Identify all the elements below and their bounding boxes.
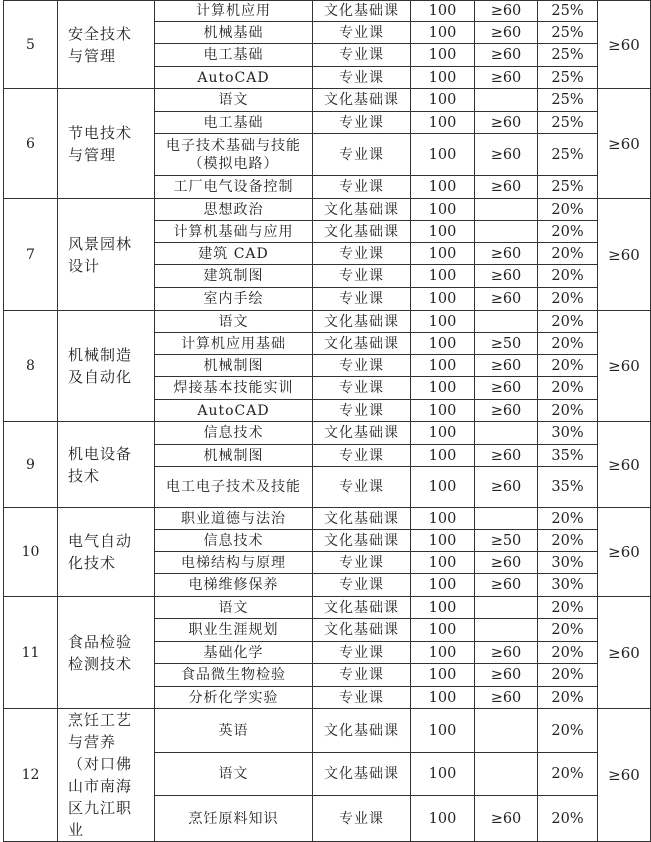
course-name: 建筑 CAD: [155, 243, 313, 265]
pass-score: ≥60: [475, 22, 538, 44]
course-name: 职业道德与法治: [155, 508, 313, 530]
course-type: 文化基础课: [313, 1, 411, 22]
pass-score: ≥60: [475, 355, 538, 377]
row-number: 5: [4, 1, 58, 89]
course-type: 专业课: [313, 445, 411, 467]
row-number: 6: [4, 89, 58, 199]
weight: 35%: [538, 467, 598, 508]
course-name: 建筑制图: [155, 265, 313, 288]
weight: 20%: [538, 199, 598, 221]
major-name: 电气自动化技术: [58, 508, 155, 597]
full-score: 100: [411, 574, 475, 597]
weight: 20%: [538, 642, 598, 664]
pass-score: ≥60: [475, 467, 538, 508]
weight: 20%: [538, 664, 598, 687]
course-name: 电梯维修保养: [155, 574, 313, 597]
course-name: 电子技术基础与技能（模拟电路）: [155, 134, 313, 176]
pass-score: [475, 597, 538, 619]
weight: 20%: [538, 355, 598, 377]
full-score: 100: [411, 288, 475, 311]
pass-score: ≥60: [475, 687, 538, 709]
course-type: 专业课: [313, 377, 411, 400]
course-type: 文化基础课: [313, 311, 411, 333]
pass-score: [475, 422, 538, 445]
full-score: 100: [411, 467, 475, 508]
weight: 25%: [538, 22, 598, 44]
weight: 20%: [538, 796, 598, 842]
course-name: 室内手绘: [155, 288, 313, 311]
course-name: AutoCAD: [155, 400, 313, 422]
pass-score: ≥60: [475, 1, 538, 22]
full-score: 100: [411, 445, 475, 467]
pass-score: ≥60: [475, 112, 538, 134]
pass-score: ≥60: [475, 642, 538, 664]
table-row: [4, 199, 651, 221]
major-name: 机电设备技术: [58, 422, 155, 508]
major-name: 食品检验检测技术: [58, 597, 155, 709]
course-type: 专业课: [313, 574, 411, 597]
total-pass-score: ≥60: [598, 89, 651, 199]
table-row: [4, 597, 651, 619]
weight: 30%: [538, 574, 598, 597]
course-name: 机械制图: [155, 445, 313, 467]
full-score: 100: [411, 44, 475, 67]
pass-score: ≥60: [475, 265, 538, 288]
full-score: 100: [411, 134, 475, 176]
full-score: 100: [411, 311, 475, 333]
weight: 20%: [538, 243, 598, 265]
total-pass-score: ≥60: [598, 311, 651, 422]
pass-score: ≥60: [475, 400, 538, 422]
weight: 25%: [538, 112, 598, 134]
course-type: 文化基础课: [313, 709, 411, 753]
course-name: 语文: [155, 597, 313, 619]
weight: 20%: [538, 311, 598, 333]
weight: 20%: [538, 333, 598, 355]
weight: 20%: [538, 221, 598, 243]
pass-score: ≥60: [475, 134, 538, 176]
total-pass-score: ≥60: [598, 709, 651, 842]
pass-score: ≥60: [475, 243, 538, 265]
course-name: 电工电子技术及技能: [155, 467, 313, 508]
course-type: 专业课: [313, 243, 411, 265]
full-score: 100: [411, 22, 475, 44]
course-name: 语文: [155, 89, 313, 112]
full-score: 100: [411, 664, 475, 687]
weight: 30%: [538, 422, 598, 445]
weight: 20%: [538, 400, 598, 422]
full-score: 100: [411, 377, 475, 400]
course-type: 专业课: [313, 67, 411, 89]
table-row: [4, 311, 651, 333]
row-number: 11: [4, 597, 58, 709]
major-name: 节电技术与管理: [58, 89, 155, 199]
weight: 35%: [538, 445, 598, 467]
course-type: 专业课: [313, 134, 411, 176]
table-row: [4, 89, 651, 112]
full-score: 100: [411, 243, 475, 265]
full-score: 100: [411, 265, 475, 288]
course-name: 信息技术: [155, 422, 313, 445]
course-name: 机械基础: [155, 22, 313, 44]
full-score: 100: [411, 687, 475, 709]
course-name: 计算机应用: [155, 1, 313, 22]
course-name: 分析化学实验: [155, 687, 313, 709]
pass-score: [475, 508, 538, 530]
total-pass-score: ≥60: [598, 422, 651, 508]
weight: 20%: [538, 619, 598, 642]
full-score: 100: [411, 67, 475, 89]
course-type: 专业课: [313, 400, 411, 422]
course-type: 专业课: [313, 552, 411, 574]
pass-score: ≥60: [475, 377, 538, 400]
course-name: 烹饪原料知识: [155, 796, 313, 842]
weight: 20%: [538, 265, 598, 288]
course-type: 专业课: [313, 176, 411, 199]
full-score: 100: [411, 709, 475, 753]
full-score: 100: [411, 400, 475, 422]
weight: 25%: [538, 67, 598, 89]
full-score: 100: [411, 333, 475, 355]
course-type: 文化基础课: [313, 422, 411, 445]
major-name: 烹饪工艺与营养（对口佛山市南海区九江职业: [58, 709, 155, 842]
weight: 25%: [538, 44, 598, 67]
course-name: 思想政治: [155, 199, 313, 221]
weight: 20%: [538, 597, 598, 619]
total-pass-score: ≥60: [598, 1, 651, 89]
course-type: 专业课: [313, 664, 411, 687]
weight: 20%: [538, 377, 598, 400]
pass-score: [475, 619, 538, 642]
course-type: 专业课: [313, 355, 411, 377]
course-name: 食品微生物检验: [155, 664, 313, 687]
pass-score: ≥60: [475, 552, 538, 574]
course-type: 文化基础课: [313, 508, 411, 530]
course-name: 工厂电气设备控制: [155, 176, 313, 199]
course-type: 文化基础课: [313, 530, 411, 552]
row-number: 9: [4, 422, 58, 508]
row-number: 12: [4, 709, 58, 842]
row-number: 8: [4, 311, 58, 422]
full-score: 100: [411, 642, 475, 664]
weight: 20%: [538, 753, 598, 796]
pass-score: [475, 221, 538, 243]
pass-score: ≥50: [475, 333, 538, 355]
course-type: 专业课: [313, 288, 411, 311]
pass-score: ≥60: [475, 67, 538, 89]
weight: 20%: [538, 530, 598, 552]
course-name: 电工基础: [155, 112, 313, 134]
row-number: 7: [4, 199, 58, 311]
weight: 25%: [538, 134, 598, 176]
course-name: 职业生涯规划: [155, 619, 313, 642]
pass-score: ≥60: [475, 445, 538, 467]
course-name: 英语: [155, 709, 313, 753]
pass-score: ≥60: [475, 796, 538, 842]
course-name: AutoCAD: [155, 67, 313, 89]
pass-score: ≥50: [475, 530, 538, 552]
course-name: 语文: [155, 311, 313, 333]
weight: 20%: [538, 709, 598, 753]
major-name: 风景园林设计: [58, 199, 155, 311]
table-row: [4, 508, 651, 530]
major-name: 安全技术与管理: [58, 1, 155, 89]
course-name: 信息技术: [155, 530, 313, 552]
pass-score: [475, 311, 538, 333]
full-score: 100: [411, 89, 475, 112]
course-type: 专业课: [313, 687, 411, 709]
pass-score: [475, 709, 538, 753]
course-name: 计算机基础与应用: [155, 221, 313, 243]
weight: 25%: [538, 176, 598, 199]
course-type: 文化基础课: [313, 199, 411, 221]
weight: 20%: [538, 687, 598, 709]
table-row: [4, 1, 651, 22]
course-type: 专业课: [313, 796, 411, 842]
course-name: 电梯结构与原理: [155, 552, 313, 574]
full-score: 100: [411, 221, 475, 243]
course-name: 基础化学: [155, 642, 313, 664]
course-type: 文化基础课: [313, 597, 411, 619]
total-pass-score: ≥60: [598, 199, 651, 311]
score-table: [3, 0, 651, 842]
course-name: 计算机应用基础: [155, 333, 313, 355]
course-type: 专业课: [313, 44, 411, 67]
pass-score: ≥60: [475, 574, 538, 597]
course-type: 文化基础课: [313, 619, 411, 642]
full-score: 100: [411, 508, 475, 530]
weight: 20%: [538, 508, 598, 530]
total-pass-score: ≥60: [598, 508, 651, 597]
course-type: 文化基础课: [313, 753, 411, 796]
pass-score: ≥60: [475, 288, 538, 311]
full-score: 100: [411, 796, 475, 842]
course-type: 专业课: [313, 265, 411, 288]
full-score: 100: [411, 422, 475, 445]
full-score: 100: [411, 619, 475, 642]
course-name: 焊接基本技能实训: [155, 377, 313, 400]
weight: 20%: [538, 288, 598, 311]
course-type: 文化基础课: [313, 221, 411, 243]
course-type: 专业课: [313, 112, 411, 134]
course-type: 专业课: [313, 467, 411, 508]
table-row: [4, 422, 651, 445]
total-pass-score: ≥60: [598, 597, 651, 709]
course-type: 文化基础课: [313, 333, 411, 355]
course-name: 电工基础: [155, 44, 313, 67]
course-type: 文化基础课: [313, 89, 411, 112]
course-type: 专业课: [313, 642, 411, 664]
major-name: 机械制造及自动化: [58, 311, 155, 422]
weight: 25%: [538, 89, 598, 112]
pass-score: [475, 199, 538, 221]
full-score: 100: [411, 112, 475, 134]
full-score: 100: [411, 552, 475, 574]
table-row: [4, 709, 651, 753]
pass-score: [475, 89, 538, 112]
full-score: 100: [411, 176, 475, 199]
pass-score: ≥60: [475, 664, 538, 687]
course-type: 专业课: [313, 22, 411, 44]
course-name: 机械制图: [155, 355, 313, 377]
full-score: 100: [411, 355, 475, 377]
pass-score: [475, 753, 538, 796]
full-score: 100: [411, 1, 475, 22]
full-score: 100: [411, 753, 475, 796]
weight: 30%: [538, 552, 598, 574]
pass-score: ≥60: [475, 44, 538, 67]
row-number: 10: [4, 508, 58, 597]
full-score: 100: [411, 530, 475, 552]
course-name: 语文: [155, 753, 313, 796]
full-score: 100: [411, 199, 475, 221]
weight: 25%: [538, 1, 598, 22]
pass-score: ≥60: [475, 176, 538, 199]
full-score: 100: [411, 597, 475, 619]
